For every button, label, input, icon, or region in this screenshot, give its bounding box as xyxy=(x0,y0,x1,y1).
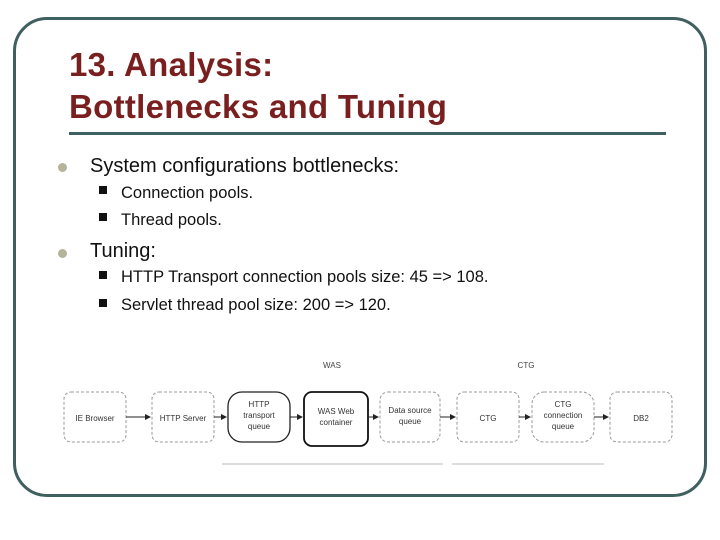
box-http-transport-queue-line2: transport xyxy=(243,411,275,420)
box-http-transport-queue-line1: HTTP xyxy=(248,400,270,409)
box-db2-label: DB2 xyxy=(633,414,649,423)
sub-bullet-connection-pools: Connection pools. xyxy=(121,184,254,202)
box-data-source-queue-line2: queue xyxy=(398,417,422,426)
box-ie-browser-label: IE Browser xyxy=(75,414,115,423)
box-http-server-label: HTTP Server xyxy=(159,414,207,423)
box-ctg-label: CTG xyxy=(479,414,497,423)
sub-bullet-http-transport: HTTP Transport connection pools size: 45 => 108. xyxy=(121,268,489,286)
box-ctg-connection-queue-line1: CTG xyxy=(554,400,572,409)
sub-bullet-thread-pools: Thread pools. xyxy=(121,211,222,229)
title-line-2: Bottlenecks and Tuning xyxy=(69,88,448,125)
box-ctg-connection-queue-line3: queue xyxy=(551,422,575,431)
box-was-web-container-line1: WAS Web xyxy=(317,407,355,416)
bullet-system-config: System configurations bottlenecks: xyxy=(90,155,400,177)
box-was-web-container-line2: container xyxy=(319,418,353,427)
title-line-1: 13. Analysis: xyxy=(69,46,274,83)
box-data-source-queue-line1: Data source xyxy=(388,406,432,415)
group-label-ctg: CTG xyxy=(517,361,535,370)
bullet-tuning: Tuning: xyxy=(90,240,156,262)
sub-bullet-servlet-thread: Servlet thread pool size: 200 => 120. xyxy=(121,296,391,314)
box-http-transport-queue-line3: queue xyxy=(247,422,271,431)
box-ctg-connection-queue-line2: connection xyxy=(543,411,583,420)
group-label-was: WAS xyxy=(323,361,341,370)
